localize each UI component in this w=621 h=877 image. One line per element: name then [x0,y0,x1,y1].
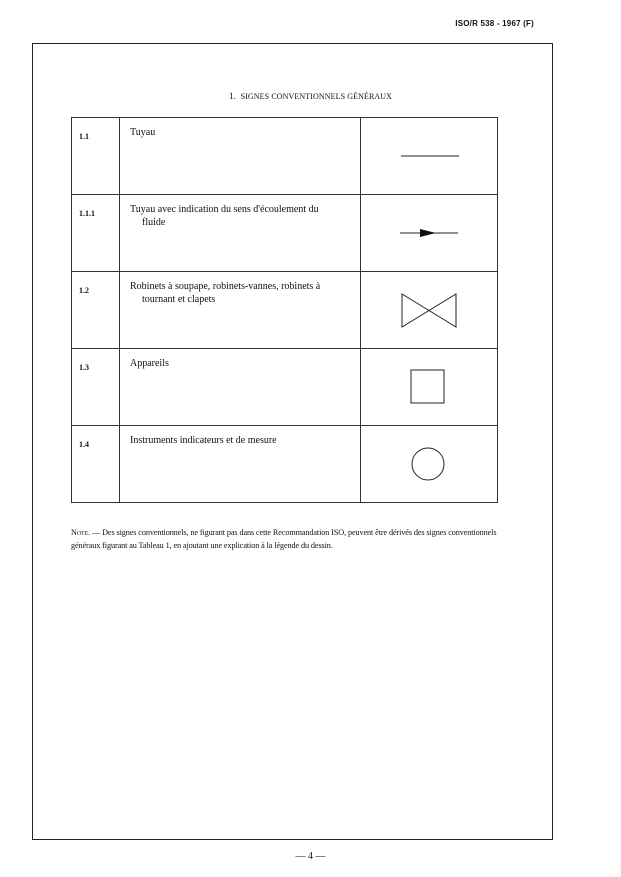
pipe-flow-arrow-icon [361,195,497,271]
instrument-circle-icon [361,426,497,502]
row-number: 1.1 [72,118,120,195]
row-description [120,272,361,349]
row-number: 1.1.1 [72,195,120,272]
row-description [120,195,361,272]
row-description-line1: Instruments indicateurs et de mesure [130,435,277,446]
row-symbol [361,118,498,195]
row-description-line1: Tuyau avec indication du sens d'écoulement du [130,204,319,215]
row-number: 1.3 [72,349,120,426]
table-row [72,349,498,426]
section-number: 1. [228,91,236,101]
table-row [72,195,498,272]
note-text: — Des signes conventionnels, ne figurant pas dans cette Recommandation ISO, peuvent être dérivés des signes conventionnels généraux figurant au Tableau 1, en ajoutant une explication à la légende du dessin. [71,528,497,550]
row-description-line2: fluide [142,217,166,228]
pipe-line-icon [361,118,497,194]
table-row [72,272,498,349]
row-description-line1: Appareils [130,358,169,369]
row-description [120,426,361,503]
section-title [0,91,621,101]
row-number: 1.4 [72,426,120,503]
row-description [120,349,361,426]
signs-table [71,117,498,503]
row-symbol [361,272,498,349]
row-symbol [361,426,498,503]
row-number: 1.2 [72,272,120,349]
row-symbol [361,349,498,426]
apparatus-square-icon [361,349,497,425]
section-title-text: SIGNES CONVENTIONNELS GÉNÉRAUX [240,92,393,101]
document-reference: ISO/R 538 - 1967 (F) [455,19,534,28]
row-description-line1: Robinets à soupape, robinets-vannes, robinets à [130,281,321,292]
valve-bowtie-icon [361,272,497,348]
note-lead: Note. [71,528,91,537]
row-description [120,118,361,195]
row-description-line1: Tuyau [130,127,156,138]
note-paragraph [71,526,501,552]
table-row [72,426,498,503]
page-number: — 4 — [295,851,326,862]
table-row [72,118,498,195]
row-symbol [361,195,498,272]
row-description-line2: tournant et clapets [142,294,216,305]
